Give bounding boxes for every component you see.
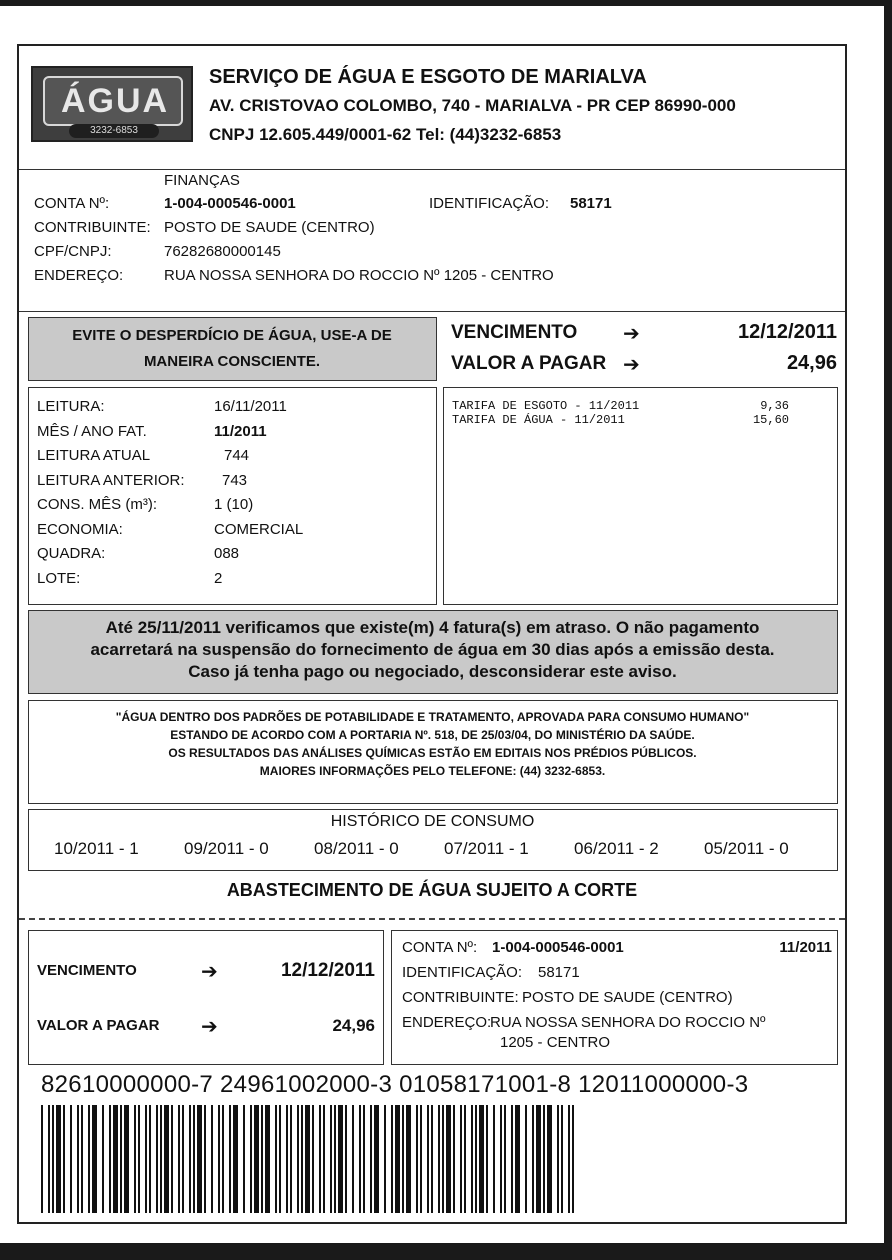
barcode-graphic bbox=[41, 1105, 579, 1213]
barcode-bar bbox=[102, 1105, 104, 1213]
stub-address-label: ENDEREÇO: bbox=[402, 1014, 492, 1031]
company-logo bbox=[31, 66, 193, 142]
identification-label: IDENTIFICAÇÃO: bbox=[429, 195, 550, 212]
barcode-bar bbox=[301, 1105, 303, 1213]
barcode-bar bbox=[352, 1105, 354, 1213]
address-value: RUA NOSSA SENHORA DO ROCCIO Nº 1205 - CENTRO bbox=[164, 267, 554, 284]
stub-account-box bbox=[391, 930, 838, 1065]
barcode-bar bbox=[109, 1105, 111, 1213]
barcode-bar bbox=[134, 1105, 136, 1213]
reading-label: LOTE: bbox=[37, 569, 81, 587]
barcode-bar bbox=[305, 1105, 310, 1213]
stub-payment-box bbox=[28, 930, 384, 1065]
tear-line bbox=[19, 918, 845, 920]
barcode-bar bbox=[557, 1105, 559, 1213]
history-item: 10/2011 - 1 bbox=[54, 839, 139, 858]
reading-value: 16/11/2011 bbox=[214, 398, 287, 415]
barcode-bar bbox=[515, 1105, 520, 1213]
company-address: AV. CRISTOVAO COLOMBO, 740 - MARIALVA - PR CEP 86990-000 bbox=[209, 96, 736, 115]
barcode-bar bbox=[359, 1105, 361, 1213]
reading-value: 088 bbox=[214, 545, 240, 562]
barcode-bar bbox=[297, 1105, 299, 1213]
barcode-bar bbox=[275, 1105, 277, 1213]
history-item: 05/2011 - 0 bbox=[704, 839, 789, 858]
water-saving-notice bbox=[28, 317, 437, 381]
scan-border-bottom bbox=[0, 1243, 892, 1260]
meter-reading-box bbox=[28, 387, 437, 605]
taxpayer-label: CONTRIBUINTE: bbox=[34, 219, 151, 236]
quality-line2: ESTANDO DE ACORDO COM A PORTARIA Nº. 518, DE 25/03/04, DO MINISTÉRIO DA SAÚDE. bbox=[170, 728, 695, 742]
barcode-bar bbox=[446, 1105, 451, 1213]
history-item: 06/2011 - 2 bbox=[574, 839, 659, 858]
barcode-bar bbox=[77, 1105, 79, 1213]
supply-cut-warning: ABASTECIMENTO DE ÁGUA SUJEITO A CORTE bbox=[226, 880, 638, 900]
stub-due-date-arrow-icon: ➔ bbox=[201, 961, 218, 983]
barcode-bar bbox=[290, 1105, 292, 1213]
account-number-value: 1-004-000546-0001 bbox=[164, 195, 296, 212]
barcode-bar bbox=[160, 1105, 162, 1213]
stub-taxpayer-label: CONTRIBUINTE: bbox=[402, 989, 519, 1006]
barcode-bar bbox=[568, 1105, 570, 1213]
barcode-bar bbox=[338, 1105, 343, 1213]
barcode-bar bbox=[124, 1105, 129, 1213]
reading-label: LEITURA: bbox=[37, 398, 105, 415]
amount-due-label: VALOR A PAGAR bbox=[451, 353, 607, 374]
cpf-cnpj-value: 76282680000145 bbox=[164, 243, 281, 260]
stub-due-date-value: 12/12/2011 bbox=[280, 960, 375, 981]
barcode-bar bbox=[370, 1105, 372, 1213]
barcode-bar bbox=[92, 1105, 97, 1213]
barcode-bar bbox=[197, 1105, 202, 1213]
scan-border-right bbox=[884, 0, 892, 1260]
barcode-bar bbox=[486, 1105, 488, 1213]
bill-header bbox=[19, 46, 845, 170]
barcode-bar bbox=[243, 1105, 245, 1213]
barcode-bar bbox=[149, 1105, 151, 1213]
barcode-bar bbox=[363, 1105, 365, 1213]
barcode-bar bbox=[189, 1105, 191, 1213]
barcode-bar bbox=[406, 1105, 411, 1213]
due-date-arrow-icon: ➔ bbox=[623, 323, 640, 345]
barcode-bar bbox=[204, 1105, 206, 1213]
barcode-bar bbox=[233, 1105, 238, 1213]
barcode-bar bbox=[330, 1105, 332, 1213]
barcode-bar bbox=[319, 1105, 321, 1213]
stub-amount-arrow-icon: ➔ bbox=[201, 1016, 218, 1038]
barcode-bar bbox=[525, 1105, 527, 1213]
barcode-bar bbox=[250, 1105, 252, 1213]
history-item: 07/2011 - 1 bbox=[444, 839, 529, 858]
reading-label: ECONOMIA: bbox=[37, 520, 123, 538]
reading-value: 1 (10) bbox=[214, 496, 254, 513]
charge-amount: 9,36 bbox=[760, 399, 789, 413]
barcode-bar bbox=[427, 1105, 429, 1213]
department-label: FINANÇAS bbox=[164, 172, 240, 189]
barcode-bar bbox=[416, 1105, 418, 1213]
barcode-bar bbox=[218, 1105, 220, 1213]
logo-frame bbox=[43, 76, 183, 126]
stub-taxpayer-value: POSTO DE SAUDE (CENTRO) bbox=[522, 989, 733, 1006]
stub-address-value-2: 1205 - CENTRO bbox=[500, 1034, 611, 1051]
barcode-bar bbox=[164, 1105, 169, 1213]
reading-value: 744 bbox=[224, 447, 250, 464]
history-item: 08/2011 - 0 bbox=[314, 839, 399, 858]
barcode-bar bbox=[475, 1105, 477, 1213]
barcode-bar bbox=[88, 1105, 90, 1213]
history-title: HISTÓRICO DE CONSUMO bbox=[330, 813, 535, 830]
logo-phone: 3232-6853 bbox=[69, 124, 159, 138]
stub-identification-label: IDENTIFICAÇÃO: bbox=[402, 964, 523, 981]
water-saving-line2: MANEIRA CONSCIENTE. bbox=[143, 353, 321, 370]
barcode-bar bbox=[286, 1105, 288, 1213]
barcode-bar bbox=[222, 1105, 224, 1213]
quality-line4: MAIORES INFORMAÇÕES PELO TELEFONE: (44) 3232-6853. bbox=[259, 764, 606, 778]
barcode-digits: 82610000000-7 24961002000-3 01058171001-8 12011000000-3 bbox=[41, 1071, 749, 1098]
reading-value: COMERCIAL bbox=[214, 520, 304, 538]
barcode-bar bbox=[460, 1105, 462, 1213]
charge-amount: 15,60 bbox=[752, 413, 789, 427]
taxpayer-value: POSTO DE SAUDE (CENTRO) bbox=[164, 219, 375, 236]
barcode-bar bbox=[178, 1105, 180, 1213]
barcode-bar bbox=[572, 1105, 574, 1213]
barcode-bar bbox=[536, 1105, 541, 1213]
barcode-bar bbox=[442, 1105, 444, 1213]
barcode-bar bbox=[453, 1105, 455, 1213]
stub-address-value-1: RUA NOSSA SENHORA DO ROCCIO Nº bbox=[490, 1014, 766, 1031]
barcode-bar bbox=[279, 1105, 281, 1213]
reading-value: 2 bbox=[214, 569, 223, 587]
barcode-bar bbox=[81, 1105, 83, 1213]
identification-value: 58171 bbox=[570, 195, 612, 212]
barcode-bar bbox=[504, 1105, 506, 1213]
barcode-bar bbox=[48, 1105, 50, 1213]
stub-account-value: 1-004-000546-0001 bbox=[492, 939, 624, 956]
barcode-bar bbox=[334, 1105, 336, 1213]
overdue-line1: Até 25/11/2011 verificamos que existe(m) 4 fatura(s) em atraso. O não pagamento bbox=[105, 618, 760, 637]
barcode-bar bbox=[70, 1105, 72, 1213]
scan-border-top bbox=[0, 0, 892, 6]
barcode-bar bbox=[265, 1105, 270, 1213]
amount-due-arrow-icon: ➔ bbox=[623, 354, 640, 376]
address-label: ENDEREÇO: bbox=[34, 267, 124, 284]
reading-label: LEITURA ANTERIOR: bbox=[37, 471, 185, 489]
barcode-bar bbox=[56, 1105, 61, 1213]
barcode-bar bbox=[120, 1105, 122, 1213]
barcode-bar bbox=[182, 1105, 184, 1213]
company-cnpj-phone: CNPJ 12.605.449/0001-62 Tel: (44)3232-6853 bbox=[209, 125, 562, 144]
barcode-bar bbox=[211, 1105, 213, 1213]
stub-identification-value: 58171 bbox=[538, 964, 580, 981]
logo-wordmark: ÁGUA bbox=[60, 82, 170, 120]
reading-label: CONS. MÊS (m³): bbox=[37, 496, 157, 513]
stub-reference-month: 11/2011 bbox=[779, 939, 832, 956]
stub-amount-label: VALOR A PAGAR bbox=[37, 1017, 160, 1034]
charge-description: TARIFA DE ÁGUA - 11/2011 bbox=[452, 413, 625, 427]
charge-description: TARIFA DE ESGOTO - 11/2011 bbox=[452, 399, 640, 413]
barcode-bar bbox=[493, 1105, 495, 1213]
barcode-bar bbox=[145, 1105, 147, 1213]
quality-line3: OS RESULTADOS DAS ANÁLISES QUÍMICAS ESTÃO EM EDITAIS NOS PRÉDIOS PÚBLICOS. bbox=[168, 746, 697, 760]
barcode-bar bbox=[138, 1105, 140, 1213]
stub-due-date-label: VENCIMENTO bbox=[37, 962, 137, 979]
barcode-bar bbox=[156, 1105, 158, 1213]
reading-value: 11/2011 bbox=[214, 422, 267, 440]
account-info bbox=[19, 170, 845, 312]
barcode-bar bbox=[420, 1105, 422, 1213]
overdue-notice bbox=[28, 610, 838, 694]
barcode-bar bbox=[547, 1105, 552, 1213]
history-item: 09/2011 - 0 bbox=[184, 839, 269, 858]
barcode-bar bbox=[479, 1105, 484, 1213]
barcode-bar bbox=[402, 1105, 404, 1213]
barcode-bar bbox=[395, 1105, 400, 1213]
due-date-value: 12/12/2011 bbox=[738, 321, 837, 343]
reading-value: 743 bbox=[222, 471, 248, 489]
reading-label: LEITURA ATUAL bbox=[37, 447, 151, 464]
barcode-bar bbox=[431, 1105, 433, 1213]
quality-line1: "ÁGUA DENTRO DOS PADRÕES DE POTABILIDADE E TRATAMENTO, APROVADA PARA CONSUMO HUMANO" bbox=[115, 710, 750, 724]
barcode-bar bbox=[323, 1105, 325, 1213]
barcode-bar bbox=[41, 1105, 43, 1213]
barcode-bar bbox=[384, 1105, 386, 1213]
barcode-bar bbox=[500, 1105, 502, 1213]
stub-account-label: CONTA Nº: bbox=[402, 939, 478, 956]
barcode-bar bbox=[52, 1105, 54, 1213]
reading-label: MÊS / ANO FAT. bbox=[37, 422, 147, 440]
consumption-history bbox=[28, 809, 838, 871]
barcode-bar bbox=[261, 1105, 263, 1213]
barcode-bar bbox=[229, 1105, 231, 1213]
barcode-bar bbox=[171, 1105, 173, 1213]
due-date-label: VENCIMENTO bbox=[451, 322, 578, 343]
barcode-bar bbox=[312, 1105, 314, 1213]
barcode-bar bbox=[345, 1105, 347, 1213]
account-number-label: CONTA Nº: bbox=[34, 195, 110, 212]
barcode-bar bbox=[374, 1105, 379, 1213]
barcode-bar bbox=[561, 1105, 563, 1213]
barcode-bar bbox=[113, 1105, 118, 1213]
amount-due-value: 24,96 bbox=[786, 352, 837, 374]
water-quality-notice bbox=[28, 700, 838, 804]
barcode-bar bbox=[63, 1105, 65, 1213]
barcode-bar bbox=[543, 1105, 545, 1213]
water-saving-line1: EVITE O DESPERDÍCIO DE ÁGUA, USE-A DE bbox=[72, 327, 392, 344]
barcode-bar bbox=[471, 1105, 473, 1213]
barcode-bar bbox=[532, 1105, 534, 1213]
company-name: SERVIÇO DE ÁGUA E ESGOTO DE MARIALVA bbox=[209, 66, 647, 88]
barcode-bar bbox=[254, 1105, 259, 1213]
water-bill-sheet bbox=[17, 44, 847, 1224]
stub-amount-value: 24,96 bbox=[332, 1016, 375, 1035]
charges-box bbox=[443, 387, 838, 605]
barcode-bar bbox=[193, 1105, 195, 1213]
overdue-line2: acarretará na suspensão do fornecimento de água em 30 dias após a emissão desta. bbox=[90, 640, 775, 659]
barcode-bar bbox=[438, 1105, 440, 1213]
barcode-bar bbox=[511, 1105, 513, 1213]
barcode-bar bbox=[391, 1105, 393, 1213]
barcode-bar bbox=[464, 1105, 466, 1213]
overdue-line3: Caso já tenha pago ou negociado, desconsiderar este aviso. bbox=[188, 662, 677, 681]
cpf-cnpj-label: CPF/CNPJ: bbox=[34, 243, 112, 260]
reading-label: QUADRA: bbox=[37, 545, 106, 562]
payment-barcode bbox=[41, 1105, 579, 1213]
